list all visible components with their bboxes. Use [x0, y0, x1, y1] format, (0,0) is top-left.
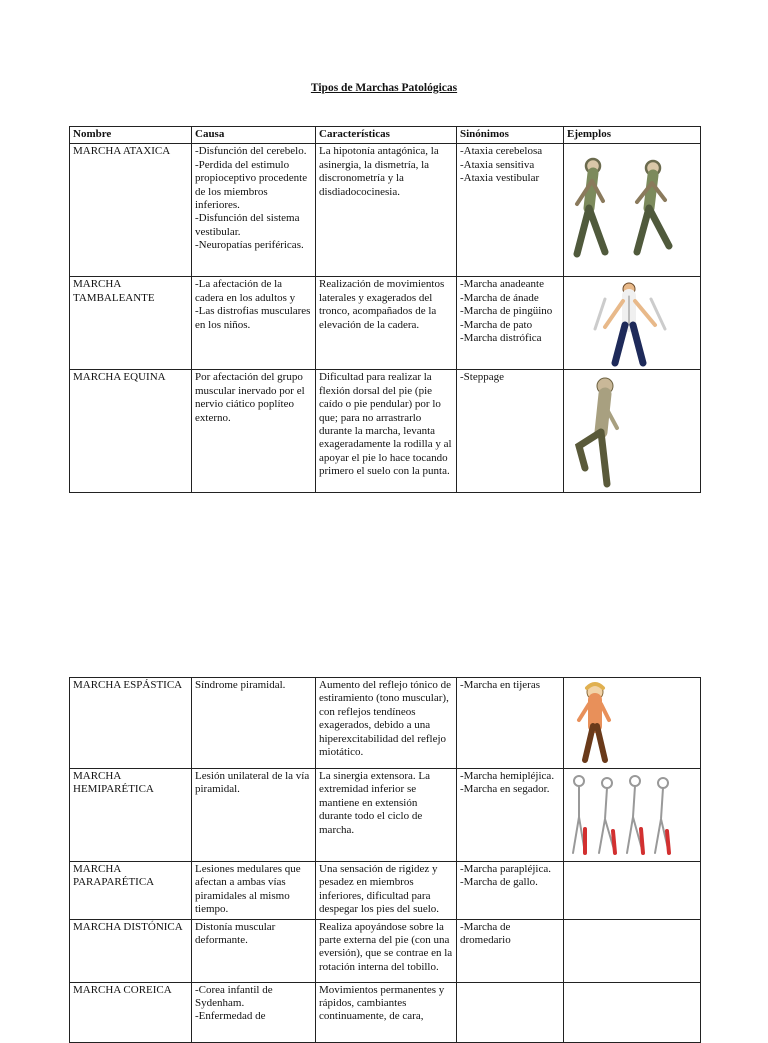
cell-text: -La afectación de la cadera en los adultos y [195, 278, 296, 304]
header-nombre: Nombre [70, 127, 192, 144]
cell-text: -Ataxia vestibular [460, 172, 540, 185]
table-row [70, 678, 701, 769]
cell-text: La hipotonía antagónica, la asinergia, la dismetría, la discronometría y la disdiadococinesia. [319, 145, 439, 198]
cell-text: -Marcha en tijeras [460, 679, 541, 691]
cell-text: MARCHA COREICA [73, 983, 172, 996]
cell-text: -Marcha en segador. [460, 783, 550, 796]
cell-ejemplo [564, 769, 701, 862]
cell-text: Movimientos permanentes y rápidos, cambiantes continuamente, de cara, [319, 983, 445, 1023]
cell-caracteristicas [316, 769, 457, 862]
cell-text: -Corea infantil de Sydenham. [195, 983, 273, 1010]
cell-causa [192, 277, 316, 370]
cell-nombre [70, 769, 192, 862]
cell-text: -Marcha de pingüino [460, 305, 553, 318]
header-causa: Causa [192, 127, 316, 144]
hemiparetic-gait-sequence-icon [565, 771, 677, 859]
ataxic-gait-figures-icon [565, 146, 695, 274]
cell-text: MARCHA DISTÓNICA [73, 920, 183, 933]
cell-sinonimos [457, 769, 564, 862]
steppage-gait-figure-icon [565, 372, 645, 490]
cell-text: -Marcha de pato [460, 318, 533, 331]
cell-text: Realiza apoyándose sobre la parte externa del pie (con una eversión), que se contrae en la rotación interna del tobillo. [319, 920, 453, 973]
cell-causa [192, 144, 316, 277]
cell-text: -Marcha anadeante [460, 278, 544, 291]
cell-nombre [70, 919, 192, 982]
cell-text: -Ataxia sensitiva [460, 158, 535, 171]
cell-text: MARCHA EQUINA [73, 371, 166, 384]
cell-text: MARCHA PARAPARÉTICA [73, 863, 155, 889]
cell-causa [192, 370, 316, 493]
cell-sinonimos [457, 862, 564, 920]
cell-caracteristicas [316, 862, 457, 920]
cell-nombre [70, 144, 192, 277]
gait-table-2 [69, 677, 701, 1043]
cell-causa [192, 919, 316, 982]
cell-text: La sinergia extensora. La extremidad inferior se mantiene en extensión durante todo el ciclo de marcha. [319, 770, 430, 836]
cell-sinonimos [457, 982, 564, 1042]
cell-ejemplo [564, 862, 701, 920]
cell-causa [192, 862, 316, 920]
waddling-gait-figure-icon [565, 279, 695, 367]
table-row [70, 370, 701, 493]
gait-table-1 [69, 126, 701, 493]
cell-sinonimos [457, 678, 564, 769]
cell-text: -Las distrofias musculares en los niños. [195, 305, 311, 331]
table-row [70, 982, 701, 1042]
header-caracteristicas: Características [316, 127, 457, 144]
cell-text: MARCHA HEMIPARÉTICA [73, 770, 154, 796]
cell-text: Distonía muscular deformante. [195, 920, 276, 947]
header-ejemplos: Ejemplos [564, 127, 701, 144]
cell-caracteristicas [316, 370, 457, 493]
cell-causa [192, 678, 316, 769]
header-sinonimos: Sinónimos [457, 127, 564, 144]
cell-nombre [70, 277, 192, 370]
cell-text: MARCHA ATAXICA [73, 145, 171, 158]
cell-ejemplo [564, 678, 701, 769]
table-row [70, 769, 701, 862]
cell-text: -Marcha parapléjica. [460, 863, 551, 875]
cell-text: -Neuropatías periféricas. [195, 239, 304, 252]
spastic-gait-figure-icon [565, 680, 625, 766]
cell-nombre [70, 982, 192, 1042]
cell-causa [192, 769, 316, 862]
cell-text: -Perdida del estimulo propioceptivo procedente de los miembros inferiores. [195, 158, 308, 212]
cell-nombre [70, 862, 192, 920]
cell-text: -Marcha de gallo. [460, 876, 538, 889]
cell-caracteristicas [316, 919, 457, 982]
cell-ejemplo [564, 919, 701, 982]
cell-text: -Ataxia cerebelosa [460, 145, 543, 158]
cell-ejemplo [564, 277, 701, 370]
cell-text: Una sensación de rigidez y pesadez en miembros inferiores, dificultad para despegar los pies del suelo. [319, 863, 440, 916]
cell-text: MARCHA ESPÁSTICA [73, 679, 183, 691]
cell-causa [192, 982, 316, 1042]
cell-text: Por afectación del grupo muscular inervado por el nervio ciático poplíteo externo. [195, 371, 305, 424]
table-header-row [70, 127, 701, 144]
cell-text: -Marcha de dromedario [460, 920, 511, 947]
cell-nombre [70, 370, 192, 493]
cell-sinonimos [457, 277, 564, 370]
cell-text: Lesión unilateral de la vía piramidal. [195, 770, 310, 796]
cell-caracteristicas [316, 144, 457, 277]
cell-text: Lesiones medulares que afectan a ambas vías piramidales al mismo tiempo. [195, 863, 301, 916]
cell-text: -Marcha de ánade [460, 291, 539, 304]
cell-text: Realización de movimientos laterales y exagerados del tronco, acompañados de la elevación de la cadera. [319, 278, 445, 331]
cell-caracteristicas [316, 277, 457, 370]
cell-text: MARCHA TAMBALEANTE [73, 278, 155, 304]
cell-nombre [70, 678, 192, 769]
cell-text: Síndrome piramidal. [195, 679, 286, 691]
cell-text: Aumento del reflejo tónico de estiramiento (tono muscular), con reflejos tendíneos exagerados, debido a una hiperexcitabilidad del reflejo miotático. [319, 679, 451, 759]
cell-text: -Marcha hemipléjica. [460, 770, 555, 782]
table-row [70, 144, 701, 277]
cell-text: -Disfunción del sistema vestibular. [195, 212, 300, 238]
page-title: Tipos de Marchas Patológicas [310, 82, 458, 94]
cell-text: -Enfermedad de [195, 1010, 266, 1023]
table-row [70, 277, 701, 370]
cell-caracteristicas [316, 982, 457, 1042]
cell-sinonimos [457, 370, 564, 493]
cell-ejemplo [564, 370, 701, 493]
cell-ejemplo [564, 144, 701, 277]
cell-sinonimos [457, 144, 564, 277]
cell-text: -Disfunción del cerebelo. [195, 145, 307, 158]
cell-text: -Marcha distrófica [460, 332, 542, 345]
cell-ejemplo [564, 982, 701, 1042]
table-row [70, 862, 701, 920]
cell-sinonimos [457, 919, 564, 982]
cell-text: -Steppage [460, 371, 504, 384]
cell-caracteristicas [316, 678, 457, 769]
table-row [70, 919, 701, 982]
cell-text: Dificultad para realizar la flexión dorsal del pie (pie caído o pie pendular) por lo que; para no arrastrarlo durante la marcha, levanta exageradamente la rodilla y al apoyar el pie lo hace tocando primero el suelo con la punta. [319, 371, 452, 478]
